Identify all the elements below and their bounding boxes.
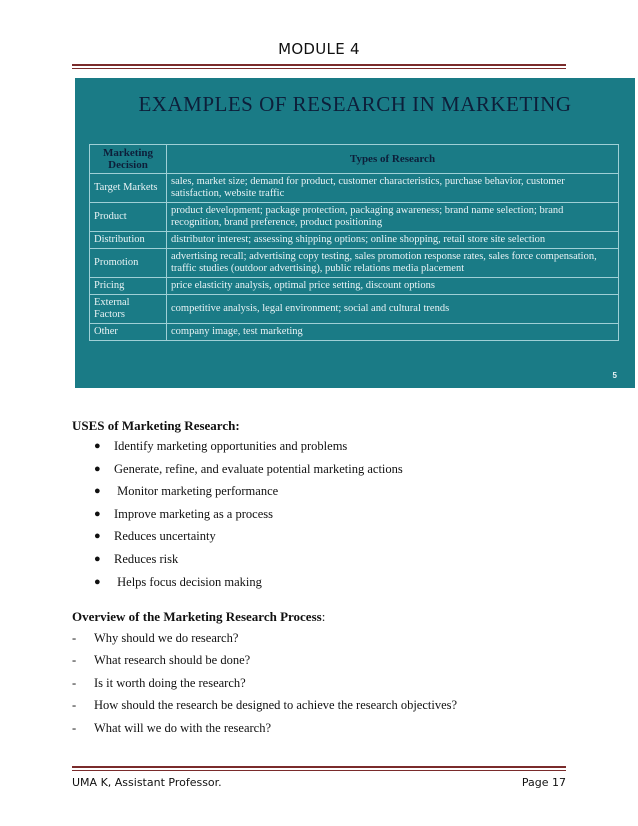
list-item-text: Why should we do research? (94, 631, 239, 645)
footer-rule-thin (72, 770, 566, 771)
bullet-dot-icon: ● (94, 507, 101, 520)
list-item (94, 461, 403, 484)
list-item-text: Reduces risk (114, 551, 179, 566)
bullet-dot-icon: ● (94, 530, 101, 543)
bullet-dot-icon: ● (94, 440, 101, 452)
column-header: Marketing Decision (90, 145, 167, 174)
table-row (90, 278, 619, 295)
list-item-text: How should the research be designed to achieve the research objectives? (94, 698, 458, 713)
decision-cell: Distribution (90, 232, 167, 249)
list-item (94, 528, 403, 551)
research-cell: company image, test marketing (167, 324, 619, 341)
decision-cell: Pricing (90, 278, 167, 295)
table-header-row (90, 145, 619, 174)
uses-list (94, 438, 403, 596)
dash-icon: - (72, 631, 77, 645)
list-item-text: Monitor marketing performance (114, 484, 279, 499)
footer-rule (72, 766, 566, 768)
decision-cell: Target Markets (90, 174, 167, 203)
list-item-text: What research should be done? (94, 653, 251, 668)
bullet-dot-icon: ● (94, 462, 101, 475)
dash-icon: - (72, 653, 77, 668)
slide-image (75, 78, 635, 388)
dash-icon: - (72, 720, 77, 735)
overview-list (72, 630, 457, 742)
research-examples-table (89, 144, 619, 341)
table-row (90, 174, 619, 203)
table-row (90, 249, 619, 278)
column-header: Types of Research (167, 145, 619, 174)
slide-title: EXAMPLES OF RESEARCH IN MARKETING (138, 92, 572, 116)
list-item (72, 630, 457, 652)
dash-icon: - (72, 698, 77, 713)
footer-author: UMA K, Assistant Professor. (72, 776, 222, 789)
list-item (72, 720, 457, 742)
slide-number: 5 (612, 371, 617, 380)
table-row (90, 232, 619, 249)
list-item-text: Is it worth doing the research? (94, 675, 246, 690)
uses-heading: USES of Marketing Research: (72, 418, 240, 433)
table-row (90, 295, 619, 324)
footer-page-number: Page 17 (521, 776, 566, 789)
header-rule (72, 64, 566, 66)
decision-cell: Other (90, 324, 167, 341)
list-item (94, 574, 403, 597)
list-item (94, 506, 403, 529)
bullet-dot-icon: ● (94, 552, 101, 565)
list-item-text: Reduces uncertainty (114, 529, 216, 544)
decision-cell: Promotion (90, 249, 167, 278)
overview-title: Overview of the Marketing Research Process (72, 609, 322, 624)
list-item (94, 438, 403, 461)
dash-icon: - (72, 675, 77, 690)
table-row (90, 203, 619, 232)
list-item-text: Identify marketing opportunities and problems (114, 439, 348, 453)
research-cell: sales, market size; demand for product, customer characteristics, purchase behavior, customer satisfaction, website traffic (167, 174, 619, 203)
bullet-dot-icon: ● (94, 575, 101, 588)
list-item-text: What will we do with the research? (94, 720, 272, 735)
research-cell: competitive analysis, legal environment; social and cultural trends (167, 295, 619, 324)
list-item-text: Improve marketing as a process (114, 506, 273, 521)
overview-heading (72, 609, 325, 625)
page-header-title: MODULE 4 (278, 40, 360, 58)
research-cell: product development; package protection, packaging awareness; brand name selection; brand recognition, brand preference, product positioning (167, 203, 619, 232)
list-item (94, 483, 403, 506)
research-cell: price elasticity analysis, optimal price setting, discount options (167, 278, 619, 295)
list-item-text: Helps focus decision making (114, 574, 262, 589)
list-item-text: Generate, refine, and evaluate potential marketing actions (114, 461, 403, 476)
bullet-dot-icon: ● (94, 485, 101, 498)
research-cell: advertising recall; advertising copy testing, sales promotion response rates, sales force compensation, traffic studies (outdoor advertising), public relations media placement (167, 249, 619, 278)
list-item (72, 697, 457, 719)
table-row (90, 324, 619, 341)
research-cell: distributor interest; assessing shipping options; online shopping, retail store site selection (167, 232, 619, 249)
decision-cell: External Factors (90, 295, 167, 324)
list-item (94, 551, 403, 574)
decision-cell: Product (90, 203, 167, 232)
overview-colon: : (321, 609, 326, 624)
header-rule-thin (72, 68, 566, 69)
list-item (72, 675, 457, 697)
list-item (72, 652, 457, 674)
